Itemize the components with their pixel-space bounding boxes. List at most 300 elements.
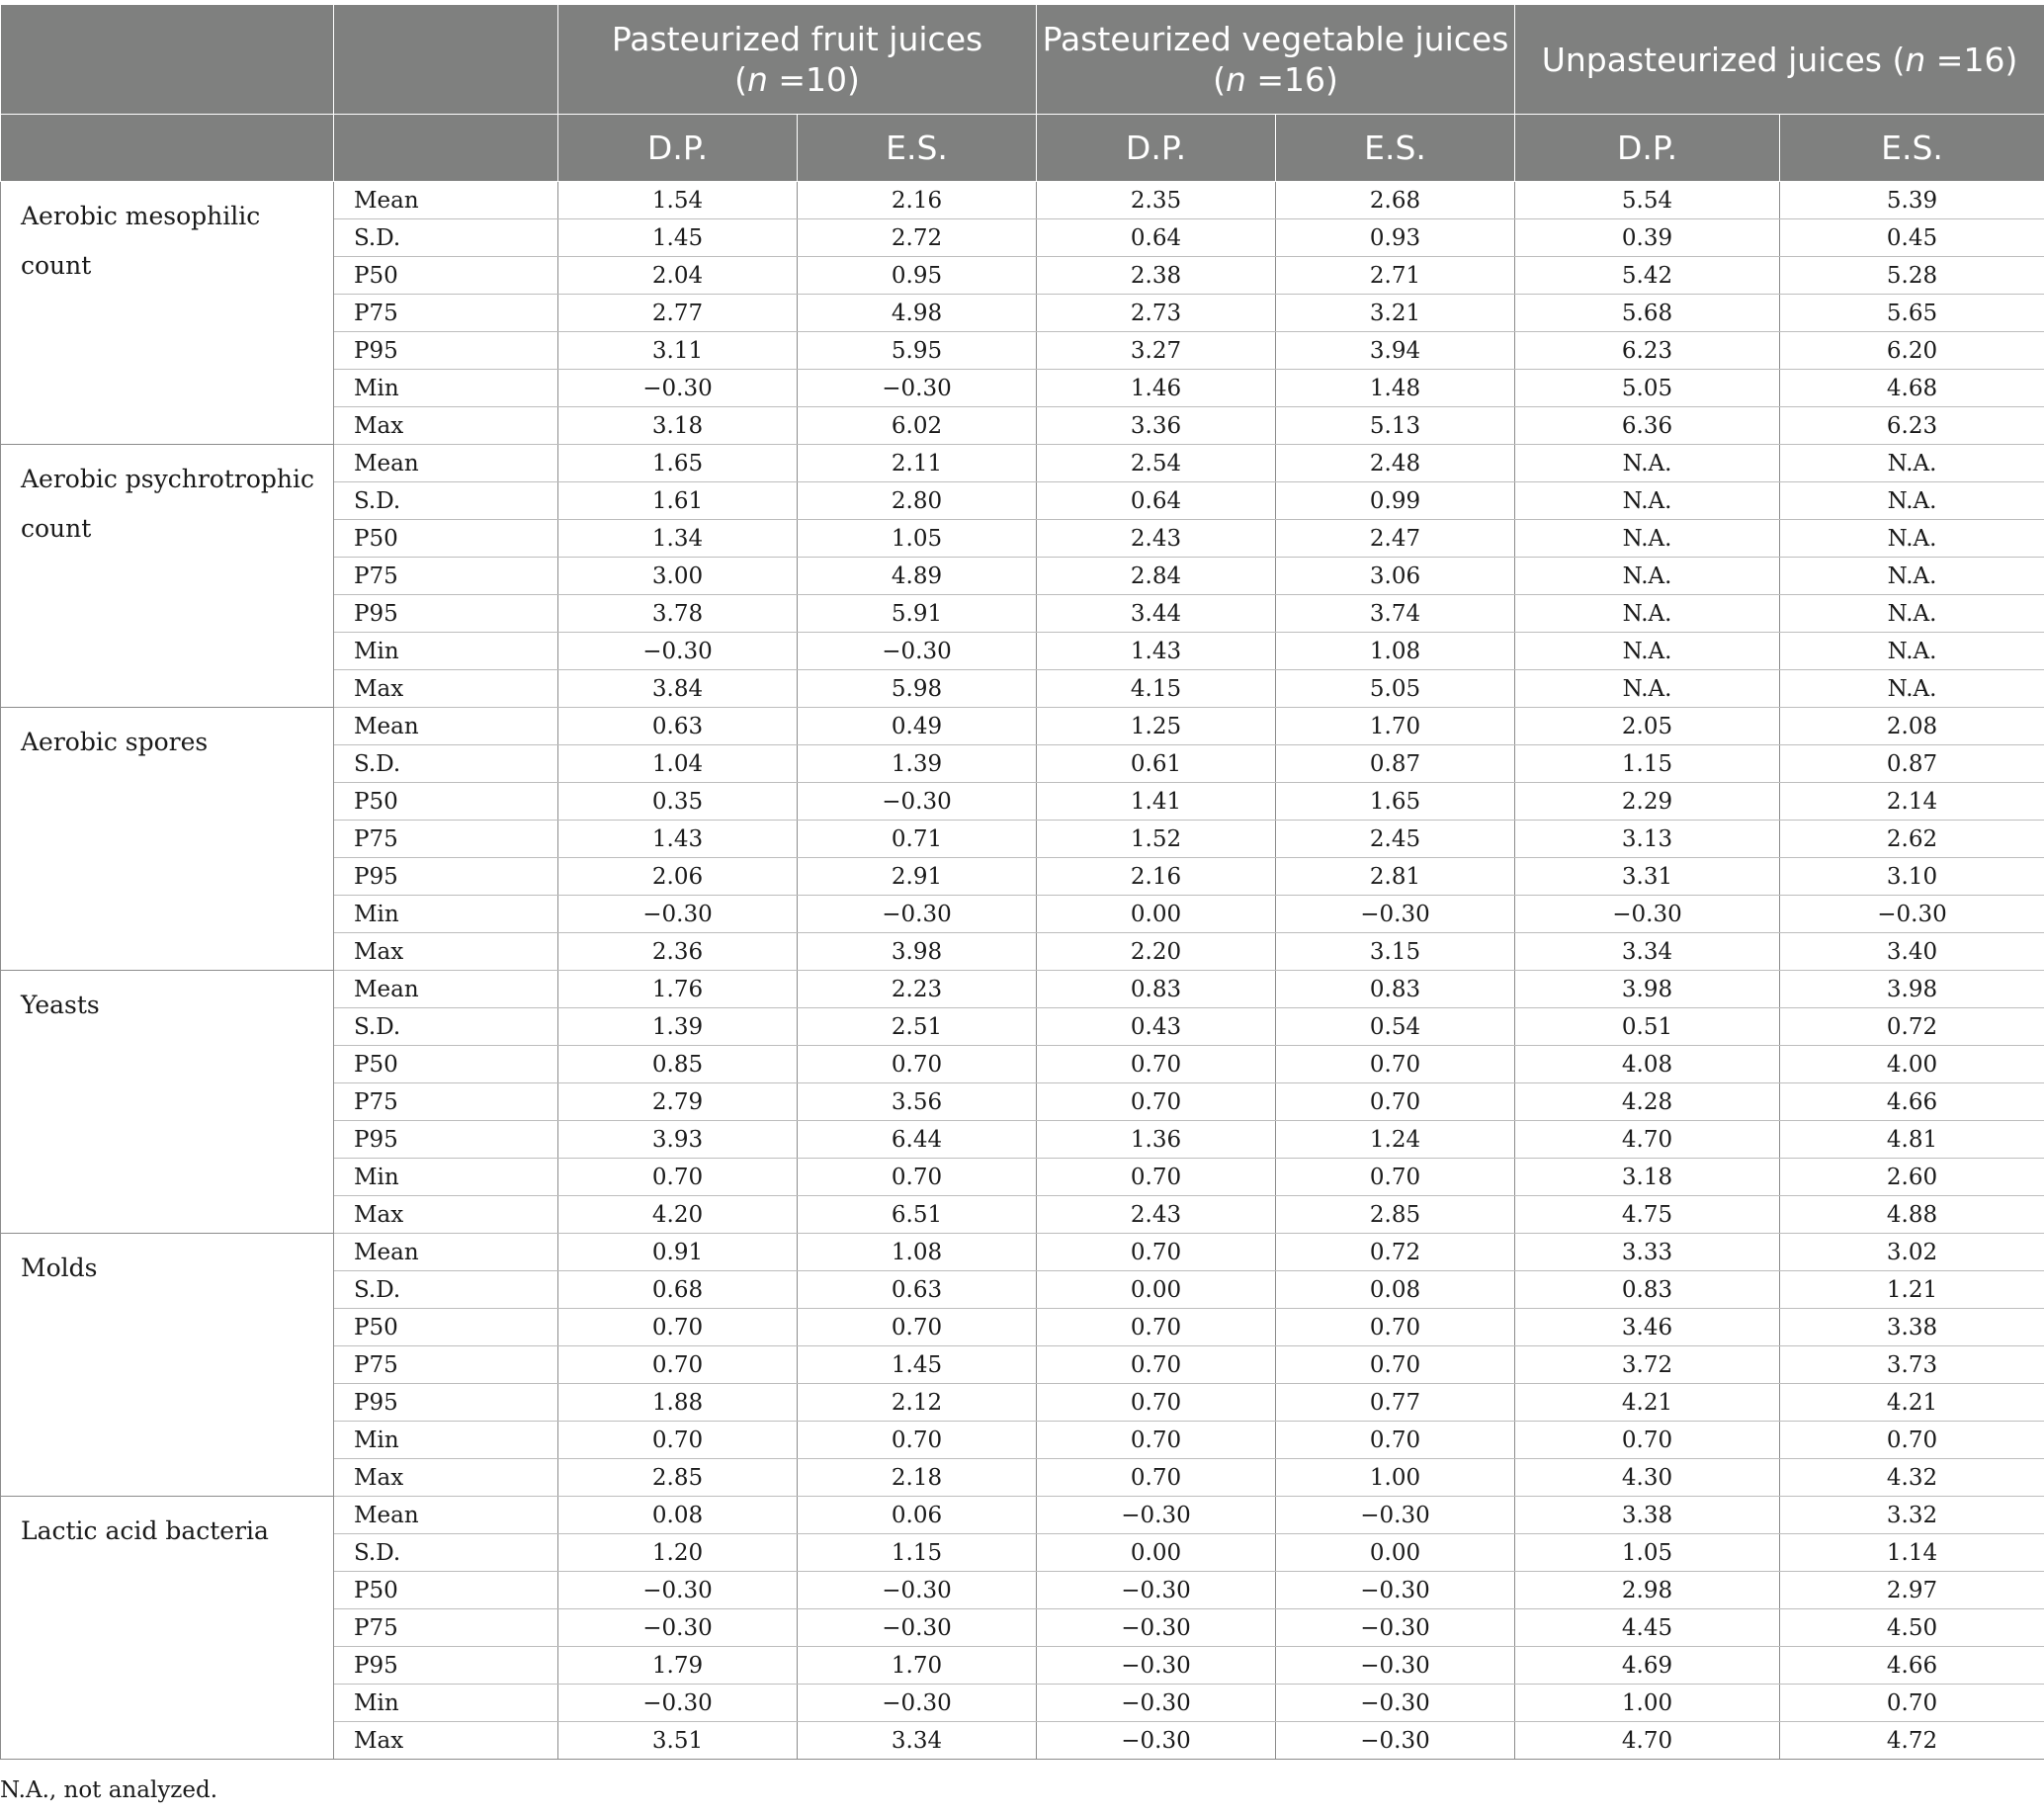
value-cell: 5.28 xyxy=(1780,257,2044,295)
value-cell: 2.05 xyxy=(1515,708,1780,745)
stat-label: S.D. xyxy=(334,219,558,257)
value-cell: 0.91 xyxy=(558,1234,798,1271)
value-cell: 0.72 xyxy=(1780,1008,2044,1046)
value-cell: 5.95 xyxy=(798,332,1037,370)
value-cell: 3.21 xyxy=(1276,295,1515,332)
value-cell: 1.79 xyxy=(558,1647,798,1685)
subcolumn-header: E.S. xyxy=(1780,115,2044,182)
value-cell: 0.87 xyxy=(1780,745,2044,783)
row-group-label: Lactic acid bacteria xyxy=(1,1497,334,1760)
value-cell: 3.98 xyxy=(798,933,1037,971)
value-cell: 1.08 xyxy=(798,1234,1037,1271)
value-cell: 3.00 xyxy=(558,558,798,595)
value-cell: 1.88 xyxy=(558,1384,798,1422)
value-cell: N.A. xyxy=(1515,482,1780,520)
value-cell: 1.61 xyxy=(558,482,798,520)
value-cell: 2.14 xyxy=(1780,783,2044,821)
value-cell: 2.54 xyxy=(1037,445,1276,482)
value-cell: −0.30 xyxy=(798,896,1037,933)
value-cell: 1.45 xyxy=(558,219,798,257)
value-cell: N.A. xyxy=(1515,520,1780,558)
value-cell: −0.30 xyxy=(798,633,1037,670)
value-cell: 3.98 xyxy=(1515,971,1780,1008)
value-cell: 3.72 xyxy=(1515,1346,1780,1384)
stat-label: Min xyxy=(334,370,558,407)
value-cell: 1.54 xyxy=(558,182,798,219)
value-cell: 1.05 xyxy=(798,520,1037,558)
value-cell: 4.68 xyxy=(1780,370,2044,407)
value-cell: 0.70 xyxy=(798,1159,1037,1196)
value-cell: 0.70 xyxy=(1037,1234,1276,1271)
header-n-value: =10) xyxy=(778,60,860,99)
value-cell: N.A. xyxy=(1780,670,2044,708)
header-group-label: Unpasteurized juices xyxy=(1541,40,1882,79)
value-cell: 0.08 xyxy=(558,1497,798,1534)
table-row xyxy=(1,445,2044,482)
value-cell: 4.00 xyxy=(1780,1046,2044,1083)
value-cell: 0.83 xyxy=(1037,971,1276,1008)
value-cell: 2.06 xyxy=(558,858,798,896)
value-cell: 4.15 xyxy=(1037,670,1276,708)
value-cell: 3.18 xyxy=(558,407,798,445)
value-cell: 0.08 xyxy=(1276,1271,1515,1309)
stat-label: Max xyxy=(334,670,558,708)
value-cell: 2.84 xyxy=(1037,558,1276,595)
value-cell: 0.70 xyxy=(1037,1159,1276,1196)
header-n-value: =16) xyxy=(1256,60,1338,99)
value-cell: 0.51 xyxy=(1515,1008,1780,1046)
value-cell: 4.88 xyxy=(1780,1196,2044,1234)
stat-label: Mean xyxy=(334,1234,558,1271)
value-cell: 0.93 xyxy=(1276,219,1515,257)
value-cell: −0.30 xyxy=(1037,1647,1276,1685)
value-cell: 0.83 xyxy=(1276,971,1515,1008)
header-n-label: n xyxy=(1905,40,1926,79)
stat-label: Mean xyxy=(334,971,558,1008)
value-cell: 3.10 xyxy=(1780,858,2044,896)
value-cell: 4.28 xyxy=(1515,1083,1780,1121)
value-cell: −0.30 xyxy=(558,1685,798,1722)
stat-label: S.D. xyxy=(334,1008,558,1046)
value-cell: −0.30 xyxy=(1276,1647,1515,1685)
value-cell: 1.05 xyxy=(1515,1534,1780,1572)
value-cell: 2.98 xyxy=(1515,1572,1780,1609)
value-cell: 2.11 xyxy=(798,445,1037,482)
value-cell: 0.95 xyxy=(798,257,1037,295)
value-cell: N.A. xyxy=(1515,670,1780,708)
value-cell: 2.51 xyxy=(798,1008,1037,1046)
value-cell: 1.65 xyxy=(558,445,798,482)
value-cell: 2.43 xyxy=(1037,520,1276,558)
value-cell: 4.45 xyxy=(1515,1609,1780,1647)
value-cell: 2.77 xyxy=(558,295,798,332)
value-cell: 3.18 xyxy=(1515,1159,1780,1196)
value-cell: 1.70 xyxy=(798,1647,1037,1685)
value-cell: 0.63 xyxy=(798,1271,1037,1309)
subcolumn-header: E.S. xyxy=(798,115,1037,182)
value-cell: 4.75 xyxy=(1515,1196,1780,1234)
value-cell: 5.42 xyxy=(1515,257,1780,295)
value-cell: 0.06 xyxy=(798,1497,1037,1534)
value-cell: 2.35 xyxy=(1037,182,1276,219)
stat-label: P50 xyxy=(334,1572,558,1609)
value-cell: 2.29 xyxy=(1515,783,1780,821)
stat-label: P95 xyxy=(334,1647,558,1685)
stat-label: P95 xyxy=(334,858,558,896)
value-cell: N.A. xyxy=(1780,445,2044,482)
value-cell: 2.85 xyxy=(558,1459,798,1497)
value-cell: 2.47 xyxy=(1276,520,1515,558)
value-cell: 4.81 xyxy=(1780,1121,2044,1159)
value-cell: 0.68 xyxy=(558,1271,798,1309)
value-cell: 0.54 xyxy=(1276,1008,1515,1046)
value-cell: 1.04 xyxy=(558,745,798,783)
value-cell: 0.00 xyxy=(1276,1534,1515,1572)
header-n-value: =16) xyxy=(1935,40,2018,79)
row-group-label: Molds xyxy=(1,1234,334,1497)
value-cell: N.A. xyxy=(1515,595,1780,633)
value-cell: 5.65 xyxy=(1780,295,2044,332)
header-blank-cell xyxy=(334,5,558,115)
value-cell: 2.73 xyxy=(1037,295,1276,332)
stat-label: Mean xyxy=(334,445,558,482)
stat-label: S.D. xyxy=(334,1534,558,1572)
header-group-fruit: Pasteurized fruit juices (n =10) xyxy=(558,5,1037,115)
stat-label: P50 xyxy=(334,520,558,558)
value-cell: N.A. xyxy=(1780,633,2044,670)
value-cell: 3.36 xyxy=(1037,407,1276,445)
value-cell: 4.32 xyxy=(1780,1459,2044,1497)
value-cell: 6.23 xyxy=(1780,407,2044,445)
value-cell: 3.40 xyxy=(1780,933,2044,971)
value-cell: 1.48 xyxy=(1276,370,1515,407)
value-cell: 0.99 xyxy=(1276,482,1515,520)
value-cell: 2.43 xyxy=(1037,1196,1276,1234)
value-cell: 0.64 xyxy=(1037,219,1276,257)
value-cell: 1.36 xyxy=(1037,1121,1276,1159)
value-cell: 0.49 xyxy=(798,708,1037,745)
value-cell: 2.08 xyxy=(1780,708,2044,745)
value-cell: 1.41 xyxy=(1037,783,1276,821)
value-cell: 1.15 xyxy=(798,1534,1037,1572)
value-cell: 2.38 xyxy=(1037,257,1276,295)
value-cell: 0.70 xyxy=(1276,1083,1515,1121)
stat-label: P50 xyxy=(334,257,558,295)
value-cell: 1.00 xyxy=(1276,1459,1515,1497)
value-cell: 3.33 xyxy=(1515,1234,1780,1271)
value-cell: 1.08 xyxy=(1276,633,1515,670)
value-cell: 0.35 xyxy=(558,783,798,821)
value-cell: −0.30 xyxy=(798,1572,1037,1609)
value-cell: 0.70 xyxy=(1037,1346,1276,1384)
value-cell: 1.24 xyxy=(1276,1121,1515,1159)
value-cell: 2.85 xyxy=(1276,1196,1515,1234)
header-group-vegetable: Pasteurized vegetable juices (n =16) xyxy=(1037,5,1515,115)
value-cell: 3.38 xyxy=(1780,1309,2044,1346)
value-cell: 3.27 xyxy=(1037,332,1276,370)
subcolumn-header: D.P. xyxy=(558,115,798,182)
value-cell: 3.34 xyxy=(798,1722,1037,1760)
stat-label: P95 xyxy=(334,332,558,370)
value-cell: −0.30 xyxy=(1037,1572,1276,1609)
value-cell: 3.31 xyxy=(1515,858,1780,896)
table-footnote: N.A., not analyzed. xyxy=(0,1777,218,1803)
row-group-label: Aerobic spores xyxy=(1,708,334,971)
value-cell: 6.36 xyxy=(1515,407,1780,445)
table-row xyxy=(1,1497,2044,1534)
stat-label: Mean xyxy=(334,1497,558,1534)
stat-label: P75 xyxy=(334,1346,558,1384)
value-cell: 2.62 xyxy=(1780,821,2044,858)
value-cell: 3.38 xyxy=(1515,1497,1780,1534)
value-cell: 3.44 xyxy=(1037,595,1276,633)
value-cell: 2.12 xyxy=(798,1384,1037,1422)
value-cell: 5.54 xyxy=(1515,182,1780,219)
value-cell: 1.14 xyxy=(1780,1534,2044,1572)
value-cell: 3.06 xyxy=(1276,558,1515,595)
value-cell: 0.64 xyxy=(1037,482,1276,520)
value-cell: 0.43 xyxy=(1037,1008,1276,1046)
value-cell: 3.94 xyxy=(1276,332,1515,370)
value-cell: 2.97 xyxy=(1780,1572,2044,1609)
value-cell: N.A. xyxy=(1780,595,2044,633)
stat-label: Max xyxy=(334,407,558,445)
value-cell: 6.23 xyxy=(1515,332,1780,370)
value-cell: 5.05 xyxy=(1276,670,1515,708)
value-cell: 5.91 xyxy=(798,595,1037,633)
value-cell: 0.72 xyxy=(1276,1234,1515,1271)
value-cell: 4.66 xyxy=(1780,1083,2044,1121)
value-cell: 2.72 xyxy=(798,219,1037,257)
value-cell: 3.46 xyxy=(1515,1309,1780,1346)
value-cell: 2.80 xyxy=(798,482,1037,520)
value-cell: −0.30 xyxy=(798,783,1037,821)
value-cell: 0.61 xyxy=(1037,745,1276,783)
value-cell: 2.23 xyxy=(798,971,1037,1008)
value-cell: 4.21 xyxy=(1515,1384,1780,1422)
header-group-label: Pasteurized fruit juices xyxy=(611,20,983,58)
value-cell: 1.39 xyxy=(558,1008,798,1046)
value-cell: 3.84 xyxy=(558,670,798,708)
value-cell: 3.15 xyxy=(1276,933,1515,971)
value-cell: 0.45 xyxy=(1780,219,2044,257)
value-cell: 0.70 xyxy=(1037,1309,1276,1346)
header-blank-cell xyxy=(334,115,558,182)
data-table xyxy=(0,4,2044,1760)
value-cell: −0.30 xyxy=(558,370,798,407)
stat-label: Max xyxy=(334,933,558,971)
stat-label: Min xyxy=(334,1159,558,1196)
value-cell: 3.02 xyxy=(1780,1234,2044,1271)
value-cell: 1.21 xyxy=(1780,1271,2044,1309)
header-n-label: n xyxy=(746,60,768,99)
value-cell: 0.00 xyxy=(1037,1534,1276,1572)
header-blank-cell xyxy=(1,5,334,115)
value-cell: 4.69 xyxy=(1515,1647,1780,1685)
value-cell: 0.70 xyxy=(558,1309,798,1346)
value-cell: 6.44 xyxy=(798,1121,1037,1159)
stat-label: Mean xyxy=(334,708,558,745)
value-cell: 0.70 xyxy=(1037,1422,1276,1459)
stat-label: Min xyxy=(334,633,558,670)
value-cell: 5.68 xyxy=(1515,295,1780,332)
value-cell: 4.50 xyxy=(1780,1609,2044,1647)
value-cell: 3.74 xyxy=(1276,595,1515,633)
value-cell: 1.46 xyxy=(1037,370,1276,407)
stat-label: Min xyxy=(334,1685,558,1722)
row-group-label: Yeasts xyxy=(1,971,334,1234)
value-cell: 0.70 xyxy=(798,1309,1037,1346)
value-cell: 0.71 xyxy=(798,821,1037,858)
value-cell: 2.04 xyxy=(558,257,798,295)
stat-label: S.D. xyxy=(334,1271,558,1309)
table-row xyxy=(1,971,2044,1008)
value-cell: 3.11 xyxy=(558,332,798,370)
value-cell: 0.70 xyxy=(1515,1422,1780,1459)
value-cell: 0.70 xyxy=(1037,1459,1276,1497)
value-cell: 0.70 xyxy=(558,1159,798,1196)
stat-label: Mean xyxy=(334,182,558,219)
value-cell: 1.45 xyxy=(798,1346,1037,1384)
header-row-subcolumns xyxy=(1,115,2044,182)
value-cell: 1.43 xyxy=(1037,633,1276,670)
value-cell: 4.89 xyxy=(798,558,1037,595)
value-cell: 0.70 xyxy=(798,1046,1037,1083)
value-cell: 2.71 xyxy=(1276,257,1515,295)
stat-label: Max xyxy=(334,1196,558,1234)
value-cell: N.A. xyxy=(1780,482,2044,520)
value-cell: 0.70 xyxy=(1276,1159,1515,1196)
stat-label: P75 xyxy=(334,295,558,332)
value-cell: 4.70 xyxy=(1515,1722,1780,1760)
value-cell: 3.98 xyxy=(1780,971,2044,1008)
value-cell: 0.87 xyxy=(1276,745,1515,783)
value-cell: 4.08 xyxy=(1515,1046,1780,1083)
value-cell: −0.30 xyxy=(798,370,1037,407)
header-group-unpasteurized: Unpasteurized juices (n =16) xyxy=(1515,5,2044,115)
value-cell: 2.18 xyxy=(798,1459,1037,1497)
value-cell: 3.93 xyxy=(558,1121,798,1159)
value-cell: −0.30 xyxy=(1037,1685,1276,1722)
value-cell: 3.78 xyxy=(558,595,798,633)
value-cell: 1.20 xyxy=(558,1534,798,1572)
value-cell: 0.70 xyxy=(558,1346,798,1384)
value-cell: 0.70 xyxy=(1037,1083,1276,1121)
value-cell: −0.30 xyxy=(1276,1722,1515,1760)
value-cell: 0.63 xyxy=(558,708,798,745)
value-cell: 3.51 xyxy=(558,1722,798,1760)
value-cell: 4.21 xyxy=(1780,1384,2044,1422)
value-cell: 0.00 xyxy=(1037,1271,1276,1309)
value-cell: 0.70 xyxy=(1276,1309,1515,1346)
header-blank-cell xyxy=(1,115,334,182)
value-cell: 2.60 xyxy=(1780,1159,2044,1196)
value-cell: 1.76 xyxy=(558,971,798,1008)
value-cell: −0.30 xyxy=(1780,896,2044,933)
stat-label: S.D. xyxy=(334,745,558,783)
value-cell: 3.32 xyxy=(1780,1497,2044,1534)
value-cell: 4.72 xyxy=(1780,1722,2044,1760)
stat-label: Max xyxy=(334,1722,558,1760)
stat-label: P75 xyxy=(334,1083,558,1121)
value-cell: 1.15 xyxy=(1515,745,1780,783)
stat-label: P50 xyxy=(334,1046,558,1083)
row-group-label: Aerobic psychrotrophic count xyxy=(1,445,334,708)
table-body xyxy=(1,182,2044,1760)
table-row xyxy=(1,708,2044,745)
value-cell: 3.56 xyxy=(798,1083,1037,1121)
value-cell: 0.70 xyxy=(1276,1422,1515,1459)
value-cell: −0.30 xyxy=(798,1685,1037,1722)
value-cell: −0.30 xyxy=(1276,1609,1515,1647)
stat-label: P50 xyxy=(334,783,558,821)
stat-label: P75 xyxy=(334,821,558,858)
row-group-label: Aerobic mesophilic count xyxy=(1,182,334,445)
value-cell: 0.70 xyxy=(798,1422,1037,1459)
value-cell: −0.30 xyxy=(1276,1572,1515,1609)
value-cell: 1.52 xyxy=(1037,821,1276,858)
value-cell: 1.65 xyxy=(1276,783,1515,821)
value-cell: 5.98 xyxy=(798,670,1037,708)
value-cell: 6.51 xyxy=(798,1196,1037,1234)
value-cell: −0.30 xyxy=(558,1609,798,1647)
value-cell: −0.30 xyxy=(558,896,798,933)
value-cell: 2.16 xyxy=(1037,858,1276,896)
value-cell: 0.85 xyxy=(558,1046,798,1083)
value-cell: 0.39 xyxy=(1515,219,1780,257)
stat-label: P75 xyxy=(334,558,558,595)
table-row xyxy=(1,182,2044,219)
value-cell: 0.70 xyxy=(558,1422,798,1459)
value-cell: 0.70 xyxy=(1780,1422,2044,1459)
value-cell: 0.77 xyxy=(1276,1384,1515,1422)
value-cell: 2.68 xyxy=(1276,182,1515,219)
table-row xyxy=(1,1234,2044,1271)
value-cell: N.A. xyxy=(1780,558,2044,595)
value-cell: 0.70 xyxy=(1276,1046,1515,1083)
value-cell: −0.30 xyxy=(1037,1722,1276,1760)
value-cell: 2.91 xyxy=(798,858,1037,896)
value-cell: 2.81 xyxy=(1276,858,1515,896)
value-cell: N.A. xyxy=(1515,633,1780,670)
subcolumn-header: E.S. xyxy=(1276,115,1515,182)
value-cell: 5.13 xyxy=(1276,407,1515,445)
value-cell: 0.70 xyxy=(1037,1384,1276,1422)
value-cell: 6.02 xyxy=(798,407,1037,445)
stat-label: S.D. xyxy=(334,482,558,520)
value-cell: 4.30 xyxy=(1515,1459,1780,1497)
value-cell: 2.36 xyxy=(558,933,798,971)
stat-label: Min xyxy=(334,896,558,933)
value-cell: 2.48 xyxy=(1276,445,1515,482)
value-cell: N.A. xyxy=(1780,520,2044,558)
stat-label: P95 xyxy=(334,1121,558,1159)
value-cell: 2.45 xyxy=(1276,821,1515,858)
value-cell: −0.30 xyxy=(1276,1685,1515,1722)
value-cell: −0.30 xyxy=(1037,1609,1276,1647)
value-cell: 2.16 xyxy=(798,182,1037,219)
value-cell: 1.00 xyxy=(1515,1685,1780,1722)
value-cell: 5.05 xyxy=(1515,370,1780,407)
value-cell: 1.43 xyxy=(558,821,798,858)
value-cell: 4.20 xyxy=(558,1196,798,1234)
value-cell: 0.70 xyxy=(1780,1685,2044,1722)
subcolumn-header: D.P. xyxy=(1037,115,1276,182)
stat-label: Min xyxy=(334,1422,558,1459)
header-row-groups xyxy=(1,5,2044,115)
value-cell: −0.30 xyxy=(1276,896,1515,933)
value-cell: 0.83 xyxy=(1515,1271,1780,1309)
